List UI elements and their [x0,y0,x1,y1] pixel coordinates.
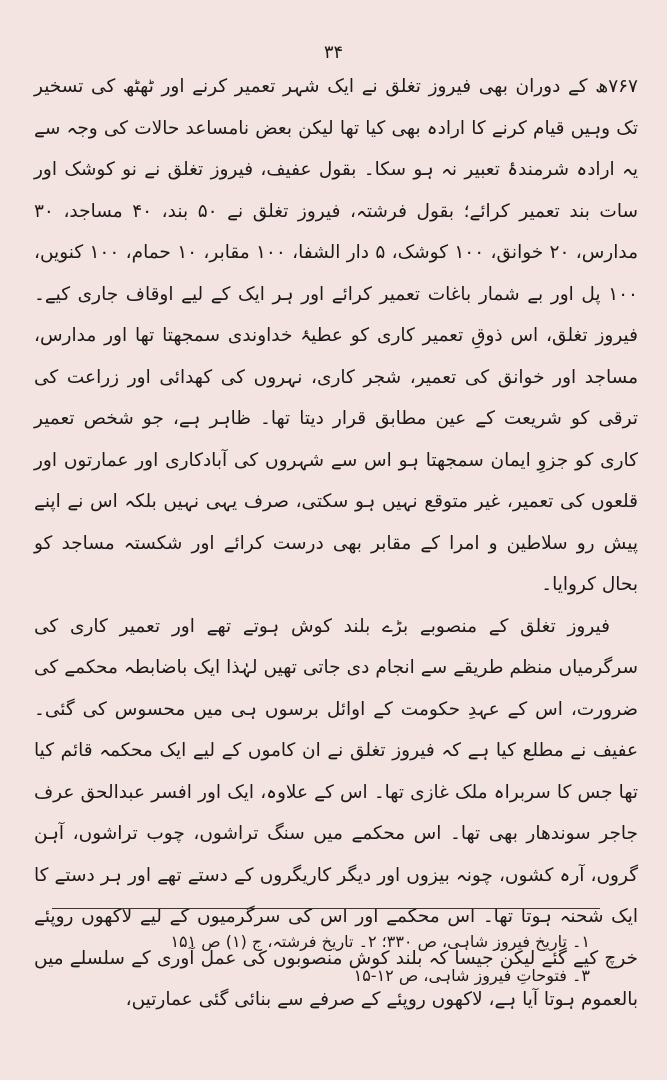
footnote-line-2: ۳۔ فتوحاتِ فیروز شاہی، ص ۱۲-۱۵ [353,966,590,985]
footnotes [120,925,590,993]
paragraph-1: ۷۶۷ھ کے دوران بھی فیروز تغلق نے ایک شہر تعمیر کرنے اور ٹھٹھ کی تسخیر تک وہیں قیام کرنے کا ارادہ بھی کیا تھا لیکن بعض نامساعد حالات کی وجہ سے یہ ارادہ شرمندۂ تعبیر نہ ہو سکا۔ بقول عفیف، فیروز تغلق نے نو کوشک اور سات بند تعمیر کرائے؛ بقول فرشتہ، فیروز تغلق نے ۵۰ بند، ۴۰ مساجد، ۳۰ مدارس، ۲۰ خوانق، ۱۰۰ کوشک، ۵ دار الشفا، ۱۰۰ مقابر، ۱۰ حمام، ۱۰۰ کنویں، ۱۰۰ پل اور بے شمار باغات تعمیر کرائے اور ہر ایک کے لیے اوقاف جاری کیے۔ فیروز تغلق، اس ذوقِ تعمیر کاری کو عطیۂ خداوندی سمجھتا تھا اور مدارس، مساجد اور خوانق کی تعمیر، شجر کاری، نہروں کی کھدائی اور زراعت کی ترقی کو شریعت کے عین مطابق قرار دیتا تھا۔ ظاہر ہے، جو شخص تعمیر کاری کو جزوِ ایمان سمجھتا ہو اس سے شہروں کی آبادکاری اور عمارتوں اور قلعوں کی تعمیر، غیر متوقع نہیں ہو سکتی، صرف یہی نہیں بلکہ اس نے اپنے پیش رو سلاطین و امرا کے مقابر بھی درست کرائے اور شکستہ مساجد کو بحال کروایا۔ [34,76,639,595]
footnote-divider [52,908,600,909]
paragraph-2: فیروز تغلق کے منصوبے بڑے بلند کوش ہوتے تھے اور تعمیر کاری کی سرگرمیاں منظم طریقے سے انجام دی جاتی تھیں لہٰذا ایک باضابطہ محکمے کی ضرورت، اس کے عہدِ حکومت کے اوائل برسوں ہی میں محسوس کی گئی۔ عفیف نے مطلع کیا ہے کہ فیروز تغلق نے ان کاموں کے لیے ایک محکمہ قائم کیا تھا جس کا سربراہ ملک غازی تھا۔ اس کے علاوہ، ایک اور افسر عبدالحق عرف جاجر سوندھار بھی تھا۔ اس محکمے میں سنگ تراشوں، چوب تراشوں، آہن گروں، آرہ کشوں، چونہ بیزوں اور دیگر کاریگروں کے دستے تھے اور ہر دستے کا ایک شحنہ ہوتا تھا۔ اس محکمے اور اس کی سرگرمیوں کے لیے لاکھوں روپئے خرچ کیے گئے لیکن جیسا کہ بلند کوش منصوبوں کی عمل آوری کے سلسلے میں بالعموم ہوتا آیا ہے، لاکھوں روپئے کے صرفے سے بنائی گئی عمارتیں، [34,615,638,1010]
body-text [34,66,638,1021]
footnote-line-1: ۱۔ تاریخ فیروز شاہی، ص ۳۳۰؛ ۲۔ تاریخ فرشتہ، ج (۱) ص ۱۵۱ [170,932,590,951]
page-number: ۳۴ [323,42,344,63]
